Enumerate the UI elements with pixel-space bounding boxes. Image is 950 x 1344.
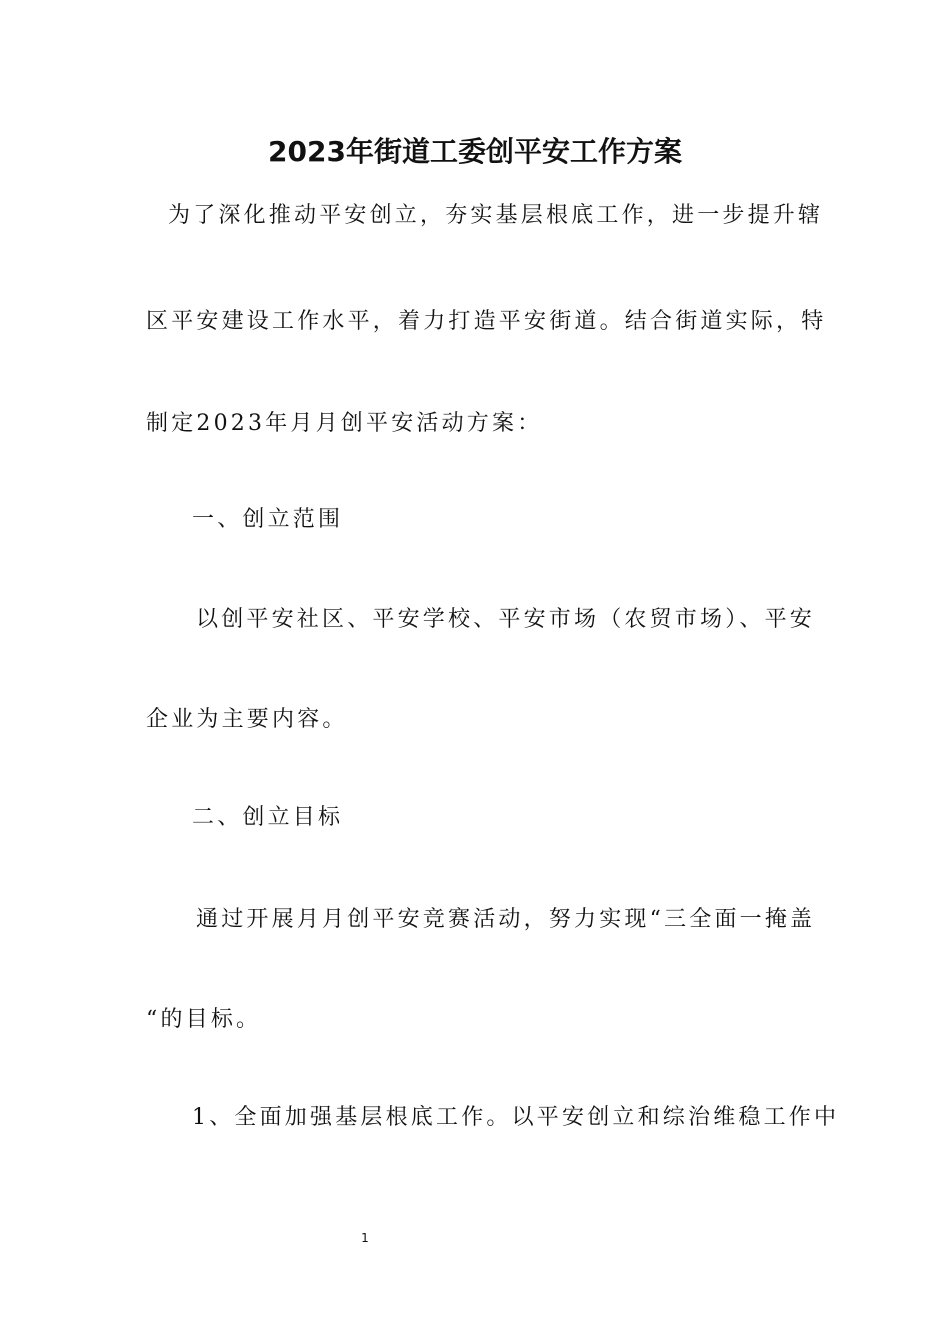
paragraph-line: 以创平安社区、平安学校、平安市场（农贸市场）、平安 [196,607,816,632]
paragraph-line: 制定2023年月月创平安活动方案： [146,411,543,436]
section-heading: 一、创立范围 [192,507,344,532]
paragraph-line: 1、全面加强基层根底工作。以平安创立和综治维稳工作中 [192,1105,840,1130]
page-number: 1 [361,1231,369,1245]
paragraph-line: 为了深化推动平安创立，夯实基层根底工作，进一步提升辖 [168,203,824,228]
paragraph-line: “的目标。 [146,1007,262,1032]
section-heading: 二、创立目标 [192,805,344,830]
paragraph-line: 企业为主要内容。 [146,707,348,732]
paragraph-line: 通过开展月月创平安竞赛活动，努力实现“三全面一掩盖 [196,907,816,932]
paragraph-line: 区平安建设工作水平，着力打造平安街道。结合街道实际，特 [146,309,827,334]
document-title: 2023年街道工委创平安工作方案 [268,135,682,168]
